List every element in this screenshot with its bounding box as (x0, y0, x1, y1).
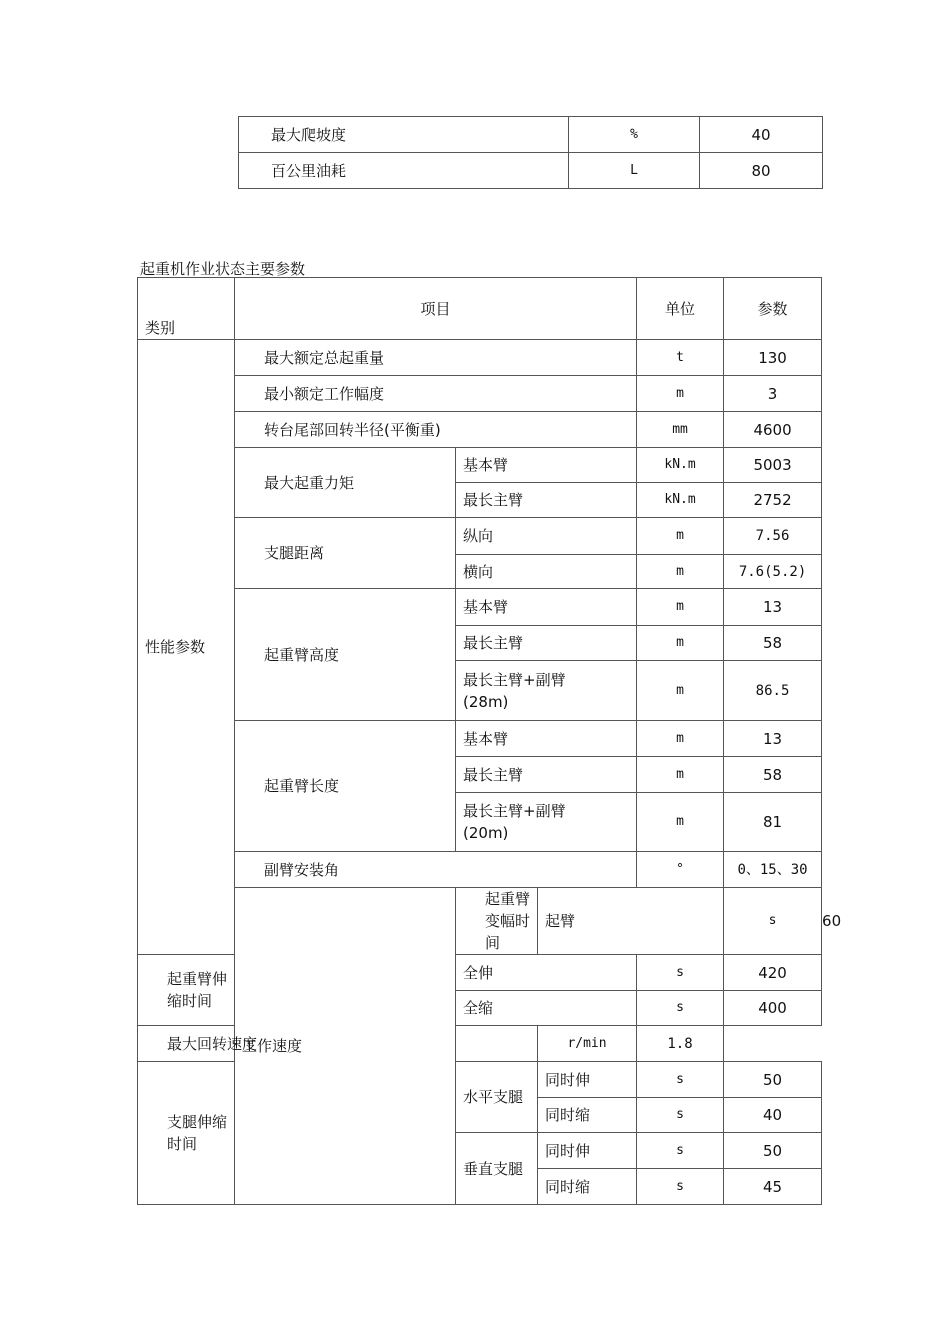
unit-cell: s (637, 1062, 724, 1098)
value-cell: 58 (724, 757, 822, 793)
item-cell: 起重臂长度 (235, 721, 456, 852)
value-cell: 40 (724, 1098, 822, 1133)
item-cell: 起重臂高度 (235, 589, 456, 721)
item-header: 项目 (235, 278, 637, 340)
unit-cell: s (724, 888, 822, 955)
value-cell: 3 (724, 376, 822, 412)
value-header: 参数 (724, 278, 822, 340)
item-cell: 最大爬坡度 (239, 117, 569, 153)
value-cell: 1.8 (637, 1026, 724, 1062)
item-cell: 支腿伸缩时间 (138, 1062, 235, 1205)
sub-item-cell: 全伸 (456, 955, 637, 991)
unit-cell: t (637, 340, 724, 376)
unit-cell: m (637, 555, 724, 589)
value-cell: 5003 (724, 448, 822, 483)
unit-cell: m (637, 376, 724, 412)
table-row (138, 448, 822, 483)
sub-item-cell: 纵向 (456, 518, 637, 555)
value-cell: 58 (724, 626, 822, 661)
value-cell: 400 (724, 991, 822, 1026)
sub-item-note: (20m) (463, 824, 509, 842)
unit-cell: s (637, 1133, 724, 1169)
value-cell: 45 (724, 1169, 822, 1205)
category-header: 类别 (138, 278, 235, 340)
unit-cell: m (637, 626, 724, 661)
sub-item-cell: 基本臂 (456, 589, 637, 626)
value-cell: 4600 (724, 412, 822, 448)
item-cell: 最小额定工作幅度 (235, 376, 637, 412)
table-row (138, 340, 822, 376)
vertical-outrigger-cell: 垂直支腿 (456, 1133, 538, 1205)
unit-cell: m (637, 721, 724, 757)
unit-header: 单位 (637, 278, 724, 340)
sub-item-cell: 横向 (456, 555, 637, 589)
value-cell: 420 (724, 955, 822, 991)
table-row (138, 1026, 822, 1062)
value-cell: 0、15、30 (724, 852, 822, 888)
item-cell: 最大起重力矩 (235, 448, 456, 518)
unit-cell: s (637, 1098, 724, 1133)
travel-params-table (238, 116, 823, 189)
unit-cell: kN.m (637, 483, 724, 518)
header-row (138, 278, 822, 340)
sub-item-cell: 最长主臂 (456, 757, 637, 793)
table-row (239, 153, 823, 189)
value-cell: 40 (700, 117, 823, 153)
value-cell: 13 (724, 589, 822, 626)
unit-cell: m (637, 757, 724, 793)
unit-cell: kN.m (637, 448, 724, 483)
sub-item-label: 最长主臂+副臂 (463, 802, 566, 820)
table-row (138, 721, 822, 757)
unit-cell: m (637, 793, 724, 852)
horizontal-outrigger-cell: 水平支腿 (456, 1062, 538, 1133)
table-row (138, 852, 822, 888)
sub-item-cell: 同时缩 (538, 1098, 637, 1133)
table-row (138, 376, 822, 412)
item-cell: 支腿距离 (235, 518, 456, 589)
sub-item-cell: 基本臂 (456, 448, 637, 483)
sub-item-cell: 最长主臂 (456, 626, 637, 661)
unit-cell: ° (637, 852, 724, 888)
item-cell: 转台尾部回转半径(平衡重) (235, 412, 637, 448)
unit-cell: m (637, 518, 724, 555)
item-cell: 百公里油耗 (239, 153, 569, 189)
unit-cell: m (637, 589, 724, 626)
item-cell: 起重臂伸缩时间 (138, 955, 235, 1026)
table-row (138, 518, 822, 555)
item-cell: 最大回转速度 (138, 1026, 538, 1062)
crane-working-params-table (137, 277, 842, 1205)
section-caption: 起重机作业状态主要参数 (140, 260, 306, 278)
unit-cell: L (569, 153, 700, 189)
value-cell: 86.5 (724, 661, 822, 721)
value-cell: 13 (724, 721, 822, 757)
value-cell: 81 (724, 793, 822, 852)
sub-item-cell: 全缩 (456, 991, 637, 1026)
table-row (138, 589, 822, 626)
value-cell: 130 (724, 340, 822, 376)
sub-item-label: 最长主臂+副臂 (463, 670, 566, 689)
sub-item-cell: 最长主臂 (456, 483, 637, 518)
sub-item-cell: 同时伸 (538, 1062, 637, 1098)
value-cell: 80 (700, 153, 823, 189)
item-cell: 起重臂变幅时间 (456, 888, 538, 955)
item-cell: 最大额定总起重量 (235, 340, 637, 376)
unit-cell: mm (637, 412, 724, 448)
sub-item-cell (456, 661, 637, 721)
sub-item-cell: 起臂 (538, 888, 724, 955)
value-cell: 7.56 (724, 518, 822, 555)
sub-item-cell: 基本臂 (456, 721, 637, 757)
unit-cell: s (637, 991, 724, 1026)
table-row: 工作速度 起重臂变幅时间 起臂 s 60 (138, 888, 822, 955)
unit-cell: r/min (538, 1026, 637, 1062)
value-cell: 2752 (724, 483, 822, 518)
table-row (138, 412, 822, 448)
unit-cell: s (637, 955, 724, 991)
unit-cell: s (637, 1169, 724, 1205)
sub-item-cell: 同时缩 (538, 1169, 637, 1205)
category-speed: 工作速度 (235, 888, 456, 1205)
value-cell: 50 (724, 1062, 822, 1098)
value-cell: 50 (724, 1133, 822, 1169)
sub-item-cell: 同时伸 (538, 1133, 637, 1169)
table-row (239, 117, 823, 153)
value-cell: 7.6(5.2) (724, 555, 822, 589)
unit-cell: m (637, 661, 724, 721)
sub-item-cell (456, 793, 637, 852)
sub-item-note: (28m) (463, 692, 509, 711)
category-performance: 性能参数 (138, 340, 235, 955)
unit-cell: % (569, 117, 700, 153)
item-cell: 副臂安装角 (235, 852, 637, 888)
